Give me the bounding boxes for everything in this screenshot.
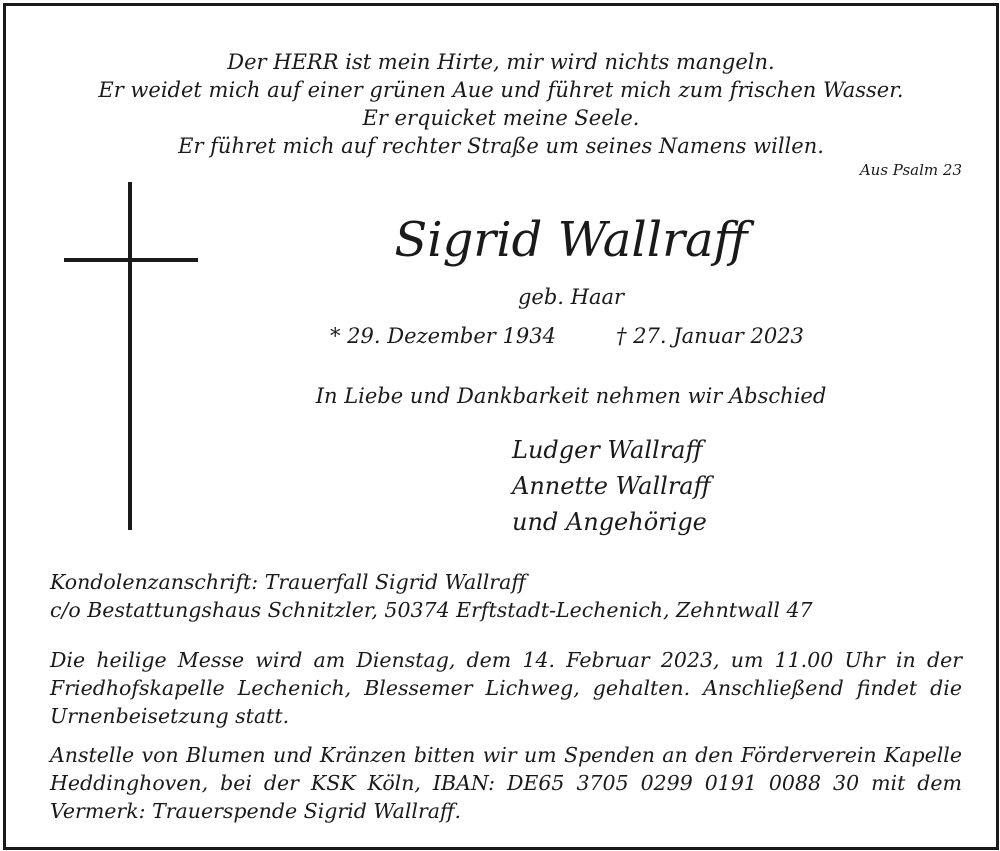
condolence-address bbox=[50, 568, 962, 624]
donation-notice: Anstelle von Blumen und Kränzen bitten wir um Spenden an den Förderverein Kapelle Heddinghoven, bei der KSK Köln, IBAN: DE65 3705 0299 0191 0088 30 mit dem Vermerk: Trauerspende Sigrid Wallraff. bbox=[50, 743, 962, 823]
mourner-3: und Angehörige bbox=[512, 508, 707, 536]
obituary-notice bbox=[3, 3, 999, 850]
psalm-verse-line-2: Er weidet mich auf einer grünen Aue und führet mich zum frischen Wasser. bbox=[98, 78, 904, 102]
psalm-verse-line-3: Er erquicket meine Seele. bbox=[362, 106, 640, 130]
mourner-1: Ludger Wallraff bbox=[512, 436, 703, 464]
psalm-verse-line-1: Der HERR ist mein Hirte, mir wird nichts mangeln. bbox=[227, 50, 775, 74]
mass-notice: Die heilige Messe wird am Dienstag, dem 14. Februar 2023, um 11.00 Uhr in der Friedhofskapelle Lechenich, Blessemer Lichweg, gehalten. Anschließend findet die Urnenbeisetzung statt. bbox=[50, 648, 962, 728]
farewell-text: In Liebe und Dankbarkeit nehmen wir Abschied bbox=[315, 384, 827, 408]
psalm-verse-line-4: Er führet mich auf rechter Straße um seines Namens willen. bbox=[178, 134, 824, 158]
birth-date: * 29. Dezember 1934 bbox=[330, 324, 556, 348]
deceased-name: Sigrid Wallraff bbox=[394, 212, 748, 268]
psalm-source: Aus Psalm 23 bbox=[859, 161, 962, 179]
mourner-2: Annette Wallraff bbox=[512, 472, 711, 500]
maiden-name: geb. Haar bbox=[517, 285, 625, 309]
death-date: † 27. Januar 2023 bbox=[616, 324, 804, 348]
condolence-line-2: c/o Bestattungshaus Schnitzler, 50374 Erftstadt-Lechenich, Zehntwall 47 bbox=[50, 598, 813, 622]
condolence-line-1: Kondolenzanschrift: Trauerfall Sigrid Wallraff bbox=[50, 570, 526, 594]
